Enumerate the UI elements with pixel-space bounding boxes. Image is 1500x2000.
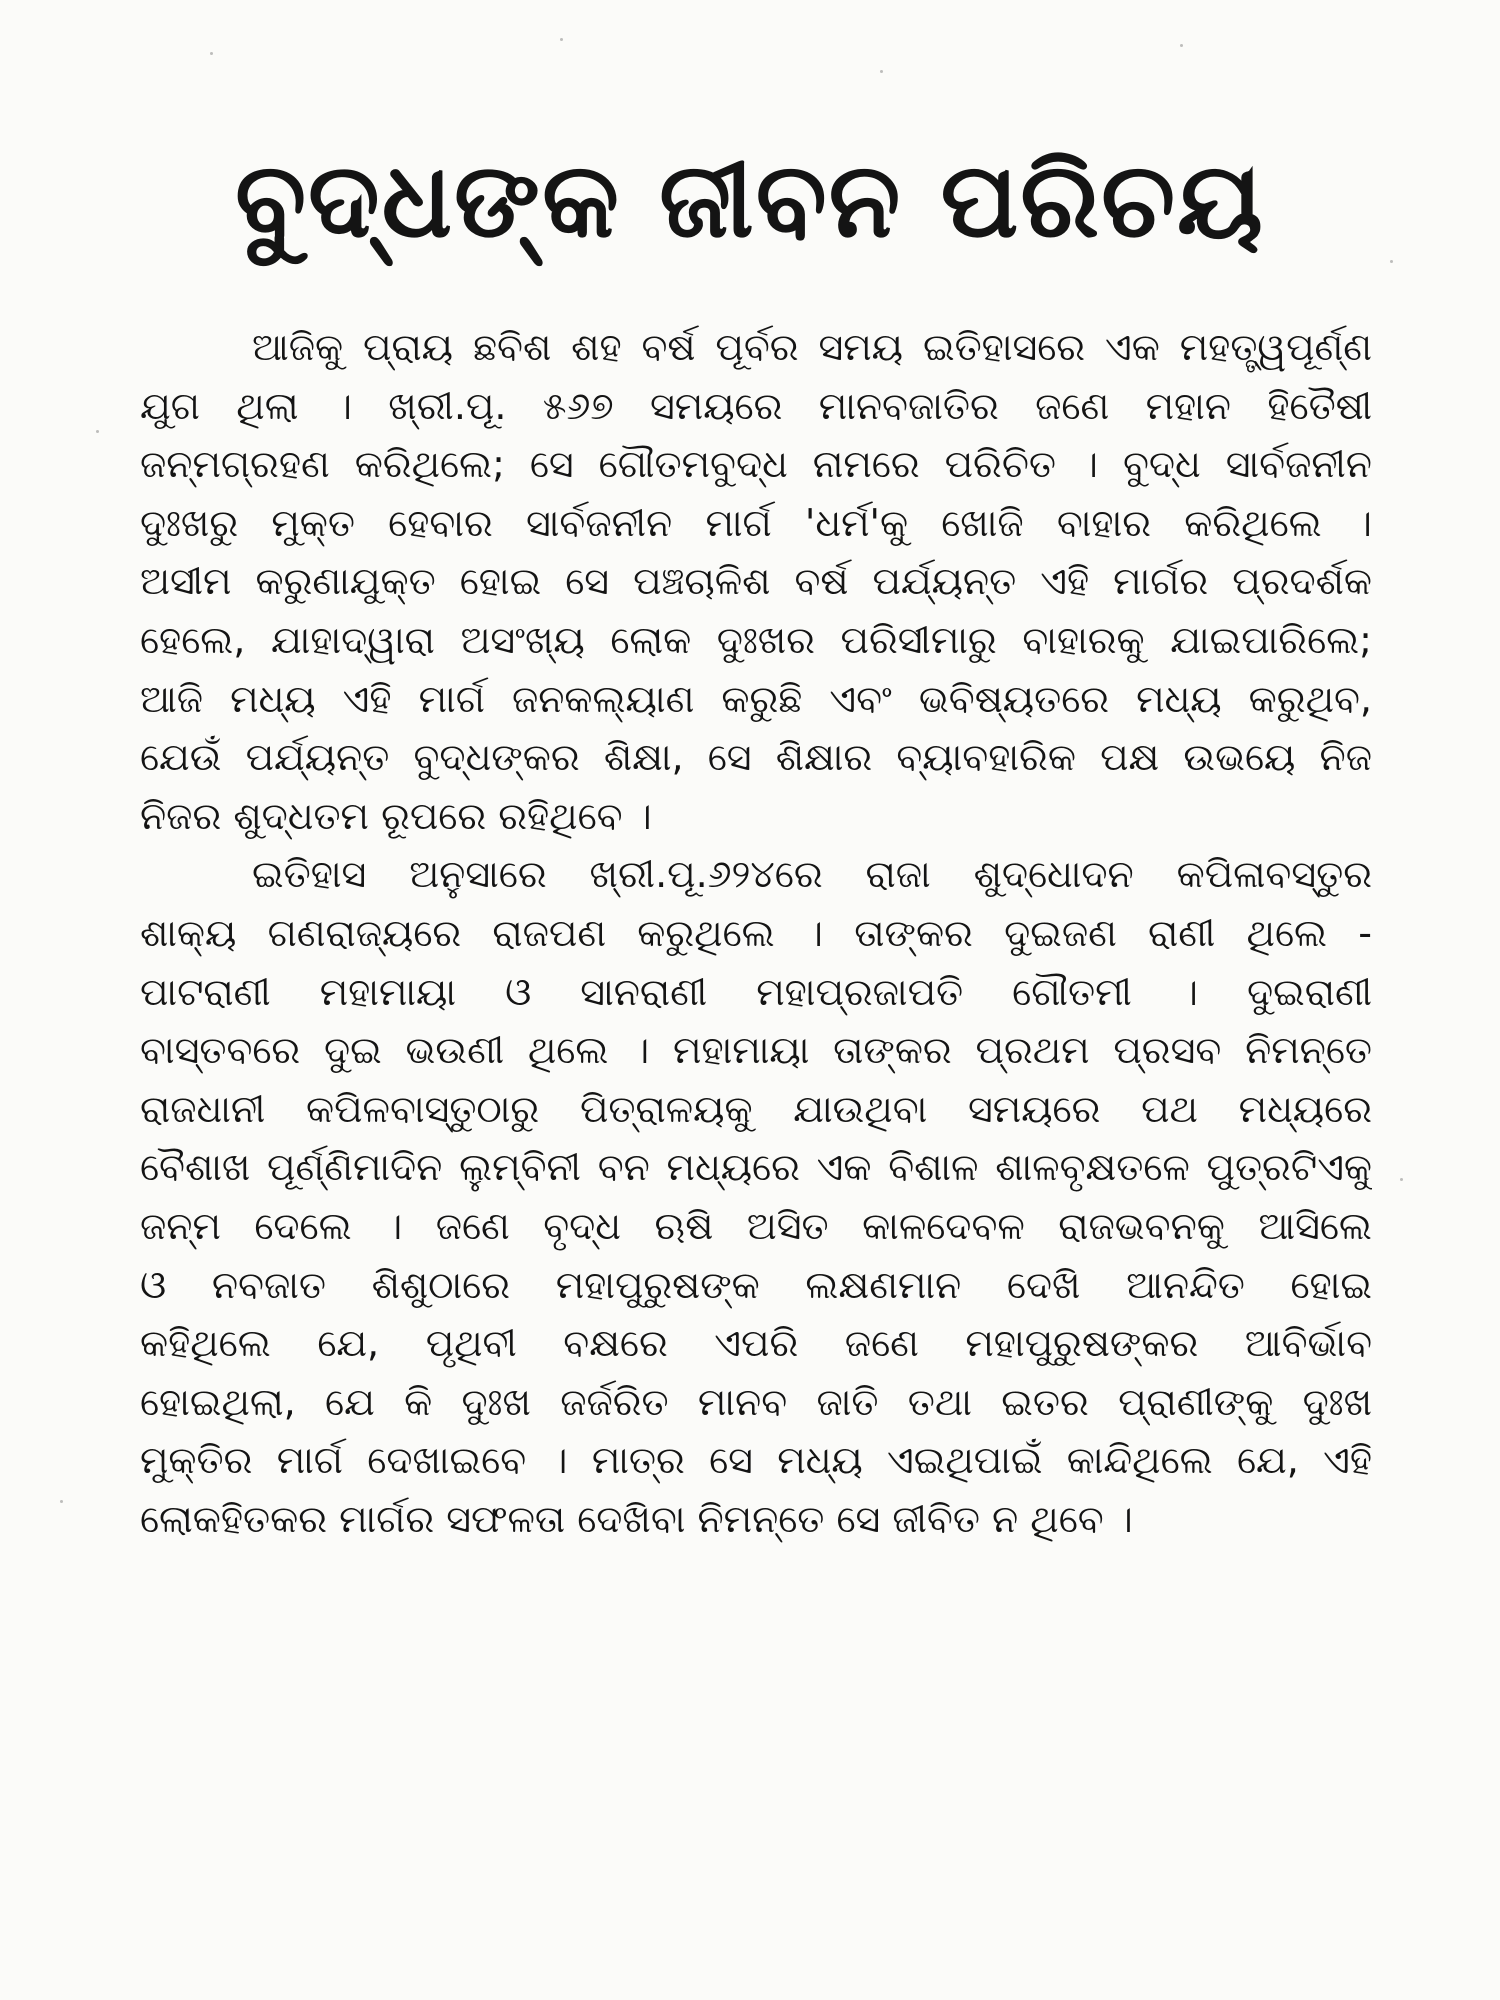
text-line: ବୈଶାଖ ପୂର୍ଣ୍ଣିମାଦିନ ଲୁମ୍ବିନୀ ବନ ମଧ୍ୟରେ ଏକ ବିଶାଳ ଶାଳବୃକ୍ଷତଳେ ପୁତ୍ରଟିଏକୁ (140, 1145, 1372, 1190)
text-line: ଦୁଃଖରୁ ମୁକ୍ତ ହେବାର ସାର୍ବଜନୀନ ମାର୍ଗ 'ଧର୍ମ'କୁ ଖୋଜି ବାହାର କରିଥିଲେ । (140, 500, 1372, 545)
text-line: ପାଟରାଣୀ ମହାମାୟା ଓ ସାନରାଣୀ ମହାପ୍ରଜାପତି ଗୌତମୀ । ଦୁଇରାଣୀ (140, 969, 1372, 1014)
text-line: ଜନ୍ମଗ୍ରହଣ କରିଥିଲେ; ସେ ଗୌତମବୁଦ୍ଧ ନାମରେ ପରିଚିତ । ବୁଦ୍ଧ ସାର୍ବଜନୀନ (140, 442, 1372, 487)
text-line: ଇତିହାସ ଅନୁସାରେ ଖ୍ରୀ.ପୂ.୬୨୪ରେ ରାଜା ଶୁଦ୍ଧୋଦନ କପିଳାବସ୍ତୁର (252, 852, 1372, 897)
text-line: ଲୋକହିତକର ମାର୍ଗର ସଫଳତା ଦେଖିବା ନିମନ୍ତେ ସେ ଜୀବିତ ନ ଥିବେ । (140, 1496, 1133, 1541)
text-line: ଆଜି ମଧ୍ୟ ଏହି ମାର୍ଗ ଜନକଲ୍ୟାଣ କରୁଛି ଏବଂ ଭବିଷ୍ୟତରେ ମଧ୍ୟ କରୁଥିବ, (140, 676, 1372, 721)
text-line: ହୋଇଥିଲା, ଯେ କି ଦୁଃଖ ଜର୍ଜରିତ ମାନବ ଜାତି ତଥା ଇତର ପ୍ରାଣୀଙ୍କୁ ଦୁଃଖ (140, 1379, 1372, 1424)
text-line: କହିଥିଲେ ଯେ, ପୃଥିବୀ ବକ୍ଷରେ ଏପରି ଜଣେ ମହାପୁରୁଷଙ୍କର ଆବିର୍ଭାବ (140, 1321, 1372, 1366)
text-line: ଆଜିକୁ ପ୍ରାୟ ଛବିଶ ଶହ ବର୍ଷ ପୂର୍ବର ସମୟ ଇତିହାସରେ ଏକ ମହତ୍ତ୍ୱପୂର୍ଣ୍ଣ (252, 325, 1372, 369)
page-title: ବୁଦ୍ଧଙ୍କ ଜୀବନ ପରିଚୟ (235, 139, 1265, 261)
body-text (140, 318, 1372, 1548)
text-line: ରାଜଧାନୀ କପିଳବାସ୍ତୁଠାରୁ ପିତ୍ରାଳୟକୁ ଯାଉଥିବା ସମୟରେ ପଥ ମଧ୍ୟରେ (140, 1086, 1372, 1131)
text-line: ମୁକ୍ତିର ମାର୍ଗ ଦେଖାଇବେ । ମାତ୍ର ସେ ମଧ୍ୟ ଏଇଥିପାଇଁ କାନ୍ଦିଥିଲେ ଯେ, ଏହି (140, 1438, 1372, 1483)
text-line: ଯେଉଁ ପର୍ଯ୍ୟନ୍ତ ବୁଦ୍ଧଙ୍କର ଶିକ୍ଷା, ସେ ଶିକ୍ଷାର ବ୍ୟାବହାରିକ ପକ୍ଷ ଉଭୟେ ନିଜ (140, 735, 1372, 780)
scan-speckle (880, 70, 883, 73)
text-line: ଅସୀମ କରୁଣାଯୁକ୍ତ ହୋଇ ସେ ପଞ୍ଚଚାଳିଶ ବର୍ଷ ପର୍ଯ୍ୟନ୍ତ ଏହି ମାର୍ଗର ପ୍ରଦର୍ଶକ (140, 559, 1372, 604)
scan-speckle (210, 52, 213, 55)
paragraph-2 (140, 845, 1372, 1548)
text-line: ଯୁଗ ଥିଲା । ଖ୍ରୀ.ପୂ. ୫୬୭ ସମୟରେ ମାନବଜାତିର ଜଣେ ମହାନ ହିତୈଷୀ (140, 383, 1372, 428)
scan-speckle (96, 430, 99, 433)
text-line: ଓ ନବଜାତ ଶିଶୁଠାରେ ମହାପୁରୁଷଙ୍କ ଲକ୍ଷଣମାନ ଦେଖି ଆନନ୍ଦିତ ହୋଇ (140, 1262, 1372, 1307)
paragraph-1 (140, 318, 1372, 845)
text-line: ହେଲେ, ଯାହାଦ୍ୱାରା ଅସଂଖ୍ୟ ଲୋକ ଦୁଃଖର ପରିସୀମାରୁ ବାହାରକୁ ଯାଇପାରିଲେ; (140, 617, 1372, 662)
text-line: ନିଜର ଶୁଦ୍ଧତମ ରୂପରେ ରହିଥିବେ । (140, 793, 652, 838)
scan-speckle (1390, 260, 1393, 263)
scan-speckle (1400, 1178, 1403, 1181)
scan-speckle (1180, 44, 1183, 47)
scan-speckle (60, 1500, 63, 1503)
text-line: ଜନ୍ମ ଦେଲେ । ଜଣେ ବୃଦ୍ଧ ଋଷି ଅସିତ କାଳଦେବଳ ରାଜଭବନକୁ ଆସିଲେ (140, 1203, 1372, 1248)
scan-speckle (560, 38, 563, 41)
text-line: ଶାକ୍ୟ ଗଣରାଜ୍ୟରେ ରାଜପଣ କରୁଥିଲେ । ତାଙ୍କର ଦୁଇଜଣ ରାଣୀ ଥିଲେ - (140, 910, 1372, 955)
text-line: ବାସ୍ତବରେ ଦୁଇ ଭଉଣୀ ଥିଲେ । ମହାମାୟା ତାଙ୍କର ପ୍ରଥମ ପ୍ରସବ ନିମନ୍ତେ (140, 1028, 1372, 1073)
